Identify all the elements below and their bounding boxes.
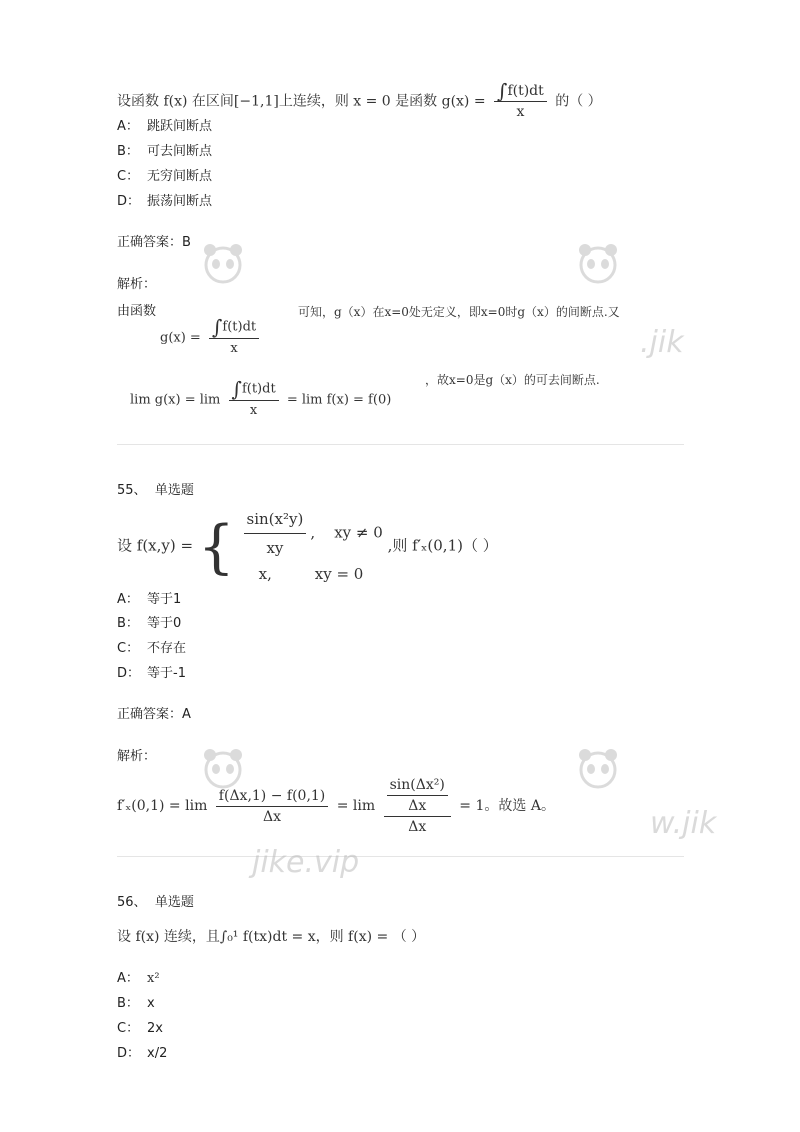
q54-analysis-line1: 由函数 (117, 304, 157, 319)
q56-option-a[interactable]: A： x² (117, 971, 160, 986)
panda-watermark-icon (200, 745, 246, 791)
q56-option-c[interactable]: C： 2x (117, 1021, 163, 1036)
q55-answer: 正确答案：A (117, 707, 191, 722)
watermark-text: w.jik (650, 806, 717, 841)
q54-analysis-g-def: g(x) = $\frac{\int f(t)dt}{x}$ (160, 318, 263, 358)
q54-stem-fraction: $\frac{\int f(t)dt}{x}$ (494, 82, 547, 121)
q54-answer: 正确答案：B (117, 235, 191, 250)
q56-option-b[interactable]: B： x (117, 996, 155, 1011)
q55-option-c[interactable]: C： 不存在 (117, 641, 187, 656)
q55-option-d[interactable]: D： 等于-1 (117, 666, 186, 681)
q54-analysis-limit: lim g(x) = lim $\frac{\int f(t)dt}{x}$ = lim f(x) = f(0) (130, 377, 392, 418)
q56-option-d[interactable]: D： x/2 (117, 1046, 168, 1061)
q54-option-b[interactable]: B： 可去间断点 (117, 144, 213, 159)
q55-analysis-label: 解析： (117, 749, 157, 764)
q54-analysis-text: 可知，g（x）在x=0处无定义，即x=0时g（x）的间断点.又 (298, 305, 620, 319)
q55-option-a[interactable]: A： 等于1 (117, 592, 182, 607)
divider-2 (117, 856, 684, 857)
panda-watermark-icon (575, 240, 621, 286)
watermark-text: jike.vip (252, 845, 360, 880)
watermark-text: .jik (640, 325, 684, 360)
q55-option-b[interactable]: B： 等于0 (117, 616, 182, 631)
panda-watermark-icon (200, 240, 246, 286)
q54-analysis-label: 解析： (117, 277, 157, 292)
q55-header: 55、 单选题 (117, 483, 194, 498)
q54-stem: 设函数 f(x) 在区间[−1,1]上连续，则 x = 0 是函数 g(x) = $\frac{\int f(t)dt}{x}$ 的（ ） (117, 79, 602, 120)
q56-stem: 设 f(x) 连续，且∫₀¹ f(tx)dt = x，则 f(x) = （ ） (117, 929, 426, 945)
divider-1 (117, 444, 684, 445)
q55-stem: 设 f(x,y) = { $\frac{\text{sin(x²y)}}{xy}$ , xy ≠ 0 x, xy = 0 ,则 f′ₓ(0,1)（ ） (117, 506, 498, 587)
q54-analysis-conclusion: ，故x=0是g（x）的可去间断点. (425, 373, 600, 387)
q54-option-c[interactable]: C： 无穷间断点 (117, 169, 213, 184)
q54-option-d[interactable]: D： 振荡间断点 (117, 194, 213, 209)
q55-analysis-formula: f′ₓ(0,1) = lim $\frac{f(\Delta x,1) - f(0,1)}{\Delta x}$ = lim $\frac{\frac{\text{sin(Δx²)}}{\Delta x}}{\Delta x}$ = 1。故选 A。 (117, 777, 555, 835)
q56-header: 56、 单选题 (117, 895, 194, 910)
q54-option-a[interactable]: A： 跳跃间断点 (117, 119, 213, 134)
panda-watermark-icon (575, 745, 621, 791)
